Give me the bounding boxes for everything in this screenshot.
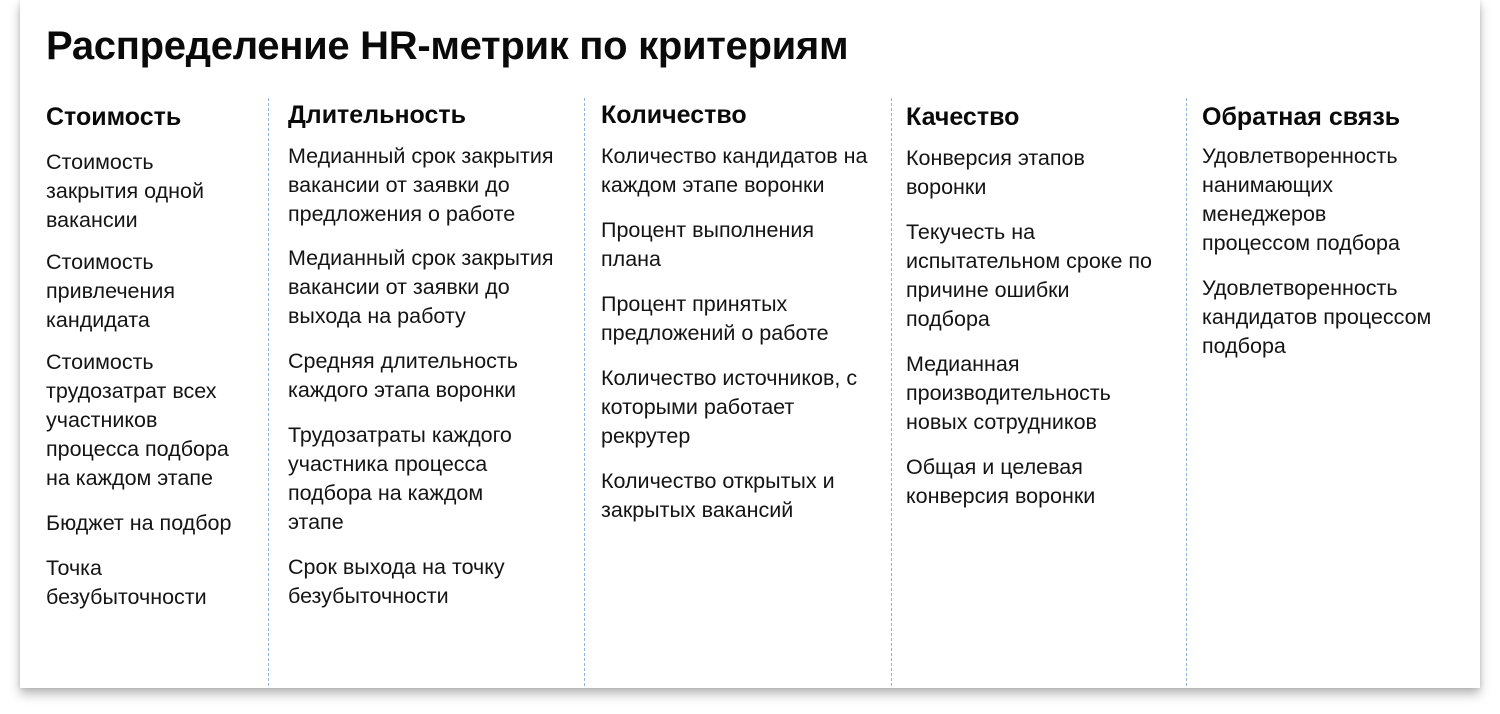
metric-item: Бюджет на подбор bbox=[46, 511, 232, 535]
metric-list bbox=[46, 148, 272, 612]
column-duration bbox=[268, 98, 603, 686]
column-heading: Обратная связь bbox=[1202, 103, 1401, 131]
metric-item: Процент выполнения плана bbox=[601, 218, 814, 271]
metric-item: Трудозатраты каждого участника процесса подбора на каждом этапе bbox=[288, 423, 512, 534]
metric-item: Текучесть на испытательном сроке по причине ошибки подбора bbox=[906, 220, 1152, 331]
column-heading: Количество bbox=[601, 101, 747, 129]
column-heading: Стоимость bbox=[46, 103, 182, 131]
metric-item: Срок выхода на точку безубыточности bbox=[288, 555, 505, 608]
column-quantity bbox=[584, 98, 901, 686]
page-title: Распределение HR-метрик по критериям bbox=[46, 24, 849, 68]
metric-list bbox=[906, 144, 1176, 511]
metric-item: Стоимость привлечения кандидата bbox=[46, 250, 176, 332]
metric-item: Медианный срок закрытия вакансии от заявки до выхода на работу bbox=[288, 246, 554, 328]
metric-item: Количество источников, с которыми работает рекрутер bbox=[601, 366, 858, 448]
metric-list bbox=[1202, 142, 1472, 361]
metric-list bbox=[601, 142, 901, 525]
metric-item: Количество кандидатов на каждом этапе воронки bbox=[601, 144, 868, 197]
metric-item: Стоимость закрытия одной вакансии bbox=[46, 150, 204, 232]
column-quality bbox=[891, 98, 1176, 686]
column-cost bbox=[46, 98, 272, 688]
column-heading: Длительность bbox=[288, 101, 467, 129]
column-feedback bbox=[1186, 98, 1472, 686]
metric-item: Медианный срок закрытия вакансии от заявки до предложения о работе bbox=[288, 144, 554, 226]
slide bbox=[20, 0, 1480, 688]
metric-item: Медианная производительность новых сотрудников bbox=[906, 352, 1111, 434]
column-heading: Качество bbox=[906, 103, 1020, 131]
metric-item: Общая и целевая конверсия воронки bbox=[906, 455, 1096, 508]
metric-item: Количество открытых и закрытых вакансий bbox=[601, 469, 835, 522]
metric-item: Процент принятых предложений о работе bbox=[601, 292, 829, 345]
metric-item: Стоимость трудозатрат всех участников процесса подбора на каждом этапе bbox=[46, 350, 229, 490]
metric-list bbox=[288, 142, 603, 611]
metric-item: Конверсия этапов воронки bbox=[906, 146, 1085, 199]
metric-item: Удовлетворенность нанимающих менеджеров процессом подбора bbox=[1202, 144, 1400, 255]
metric-item: Средняя длительность каждого этапа воронки bbox=[288, 349, 518, 402]
metric-item: Удовлетворенность кандидатов процессом подбора bbox=[1202, 276, 1432, 358]
metric-item: Точка безубыточности bbox=[46, 556, 207, 609]
